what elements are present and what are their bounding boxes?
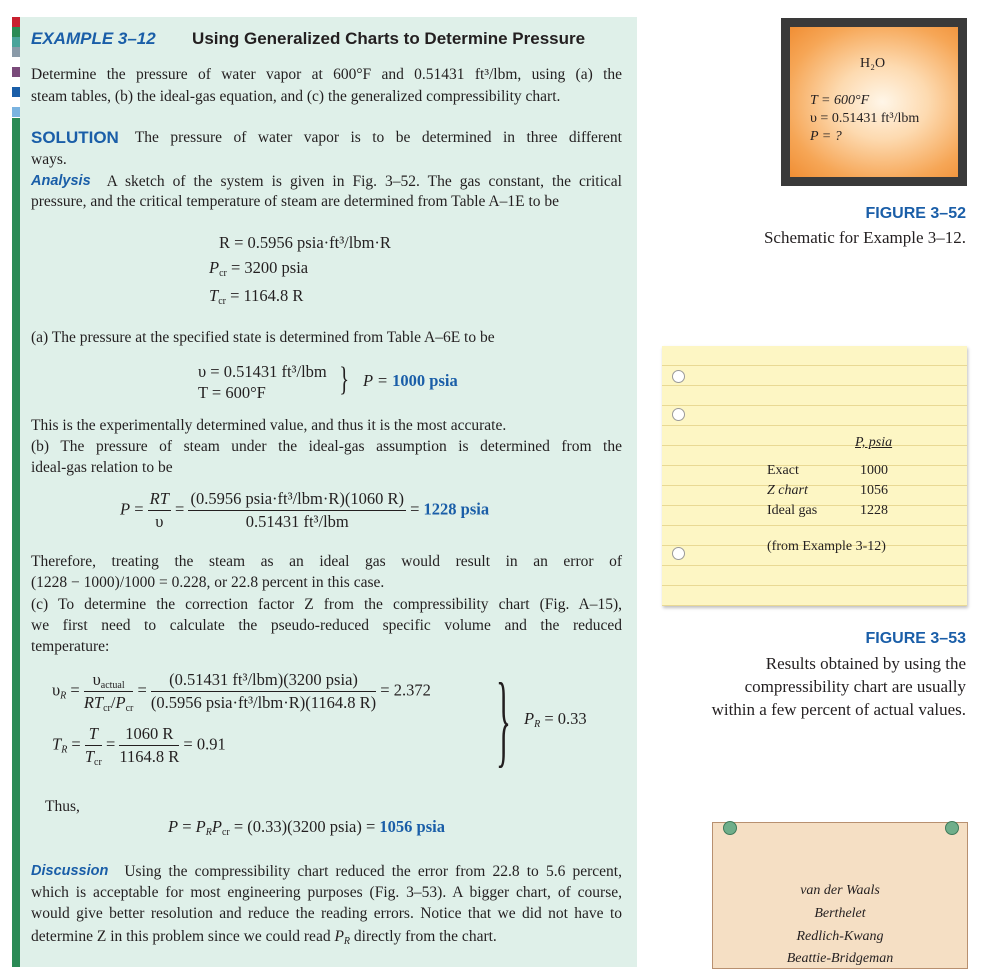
ideal-gas-frac-1: $\frac{RT}{\upsilon}$ [149,489,169,531]
part-b-line-1: (b) The pressure of steam under the ideal-gas assumption is determined from the [31,438,622,455]
discussion-line-2: which is acceptable for most engineering purposes (Fig. 3–53). A bigger chart, of course, [31,884,622,901]
part-a-intro: (a) The pressure at the specified state is determined from Table A–6E to be [31,329,495,346]
problem-line-1: Determine the pressure of water vapor at 600°F and 0.51431 ft³/lbm, using (a) the [31,66,622,83]
figure-3-53-caption-1: Results obtained by using the [765,654,966,673]
problem-line-2: steam tables, (b) the ideal-gas equation, and (c) the generalized compressibility chart. [31,88,561,105]
analysis-text: A sketch of the system is given in Fig. 3–52. The gas constant, the critical [106,173,622,190]
edge-bar [12,118,20,967]
figure-3-53-caption-2: compressibility chart are usually [744,677,966,696]
part-a-brace: } [339,361,350,398]
eos-item: van der Waals [800,883,880,898]
edge-tab-gray [12,47,20,57]
analysis-line-2: pressure, and the critical temperature of steam are determined from Table A–1E to be [31,193,559,210]
edge-tab-blue [12,87,20,97]
figure-3-52-label: FIGURE 3–52 [865,205,966,222]
example-number: EXAMPLE 3–12 [31,29,156,48]
ideal-gas-eq: P = $\frac{RT}{\upsilon}$ = $\frac{\text{(0.5956 psia·ft³/lbm·R)(1060 R)}}{\text{0.51431 ft³/lbm}}$ = 1228 psia [120,489,490,531]
solution-line-1 [31,127,622,148]
part-c-line-3: temperature: [31,638,110,655]
ideal-gas-frac-2: $\frac{\text{(0.5956 psia·ft³/lbm·R)(1060 R)}}{\text{0.51431 ft³/lbm}}$ [190,489,404,531]
example-header [31,28,631,50]
notepad-hole-icon [672,370,685,383]
final-pressure-eq: $P = P_RP_{cr} = (0.33)(3200$ psia) = 1056 psia [168,817,445,838]
critical-pressure-eq: $P_{cr} = 3200$ psia [209,258,309,279]
figure-3-53-notepad [662,346,967,606]
analysis-label: Analysis [31,173,91,189]
results-row-ideal-gas: Ideal gas 1228 [767,503,888,518]
critical-pressure-value: = 3200 psia [231,258,309,277]
discussion-line-1 [31,861,622,882]
figure-3-52-volume: υ = 0.51431 ft³/lbm [810,111,920,126]
part-c-thus: Thus, [45,798,80,815]
reduced-temperature-eq: $T_R$ = $\frac{T}{T_{cr}}$ = $\frac{1060 R}{1164.8 R}$ = 0.91 [52,724,226,768]
part-a-result [363,371,458,391]
results-source: (from Example 3-12) [767,539,886,554]
figure-3-52-caption: Schematic for Example 3–12. [763,228,966,247]
solution-label: SOLUTION [31,128,119,147]
reduced-temperature-result: = 0.91 [183,734,226,754]
pushpin-icon [945,821,959,835]
part-a-result-value: 1000 psia [392,371,458,390]
part-a-result-prefix: P = [363,371,393,390]
gas-constant-eq: R = 0.5956 psia·ft³/lbm·R [219,233,391,252]
notepad-hole-icon [672,408,685,421]
critical-temperature-value: = 1164.8 R [230,286,304,305]
part-b-error-2: (1228 − 1000)/1000 = 0.228, or 22.8 percent in this case. [31,574,385,591]
edge-tab-teal [12,37,20,47]
edge-tab-red [12,17,20,27]
discussion-line-3: would give better resolution and reduce the reading errors. Notice that we did not have to [31,905,622,922]
results-row-zchart: Z chart 1056 [767,483,888,498]
solution-line-2: ways. [31,151,67,168]
figure-3-52-temperature: T = 600°F [810,93,870,108]
reduced-volume-eq: $\upsilon_R$ = $\frac{\upsilon_{actual}}{RT_{cr}/P_{cr}}$ = $\frac{\text{(0.51431 ft³/lbm)(3200 psia)}}{\text{(0.5956 psia·ft³/lbm·R)(1164.8 R)}}$ = 2.372 [52,670,431,714]
solution-text: The pressure of water vapor is to be determined in three different [134,129,622,146]
figure-3-52-pressure: P = ? [810,129,842,144]
analysis-line-1 [31,171,622,192]
figure-3-53-label: FIGURE 3–53 [865,630,966,647]
part-c-line-2: we first need to calculate the pseudo-reduced specific volume and the reduced [31,617,622,634]
reduced-volume-result: = 2.372 [380,680,431,700]
figure-3-52-substance: H₂O [860,56,886,71]
results-column-header: P, psia [855,435,893,450]
example-title: Using Generalized Charts to Determine Pressure [192,29,586,48]
eos-item: Berthelet [814,906,866,921]
figure-3-52-schematic [781,18,967,186]
edge-tab-green [12,27,20,37]
part-b-error-1: Therefore, treating the steam as an ideal gas would result in an error of [31,553,622,570]
results-row-exact: Exact 1000 [767,463,888,478]
notepad-hole-icon [672,547,685,560]
discussion-text: Using the compressibility chart reduced the error from 22.8 to 5.6 percent, [124,863,622,880]
discussion-line-4: determine Z in this problem since we could read $P_R$ directly from the chart. [31,928,497,947]
ideal-gas-result: 1228 psia [423,499,490,519]
discussion-label: Discussion [31,863,109,879]
part-a-note: This is the experimentally determined value, and thus it is the most accurate. [31,417,507,434]
figure-3-53-caption-3: within a few percent of actual values. [711,700,966,719]
final-pressure-value: 1056 psia [379,817,445,836]
part-a-v-eq: υ = 0.51431 ft³/lbm [198,362,327,381]
part-c-line-1: (c) To determine the correction factor Z from the compressibility chart (Fig. A–15), [31,596,622,613]
edge-tab-lightblue [12,107,20,117]
part-b-line-2: ideal-gas relation to be [31,459,173,476]
part-c-brace: } [496,662,511,777]
critical-temperature-eq: $T_{cr} = 1164.8$ R [209,286,304,307]
eos-item: Beattie-Bridgeman [786,951,894,966]
reduced-pressure-result: $P_R = 0.33$ [524,709,587,730]
part-a-T-eq: T = 600°F [198,383,266,402]
pushpin-icon [723,821,737,835]
equations-of-state-sheet [712,822,968,969]
edge-tab-purple [12,67,20,77]
eos-item: Redlich-Kwang [796,929,884,944]
